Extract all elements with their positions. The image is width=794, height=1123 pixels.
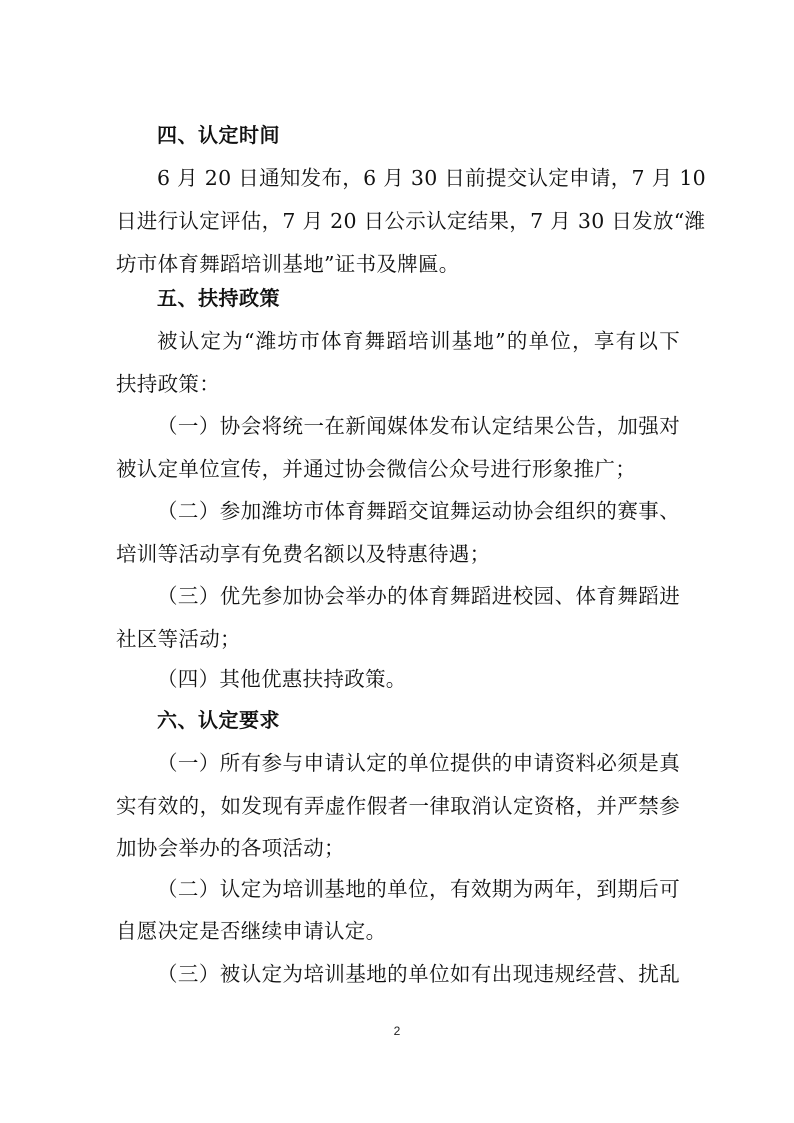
list-item-line: 社区等活动； — [116, 627, 241, 651]
paragraph-line: 6 月 20 日通知发布，6 月 30 日前提交认定申请，7 月 10 — [157, 166, 707, 190]
list-item-line: 加协会举办的各项活动； — [116, 836, 345, 860]
list-item-line: 培训等活动享有免费名额以及特惠待遇； — [116, 542, 491, 566]
section-heading-requirements: 六、认定要求 — [157, 708, 280, 732]
list-item-line: （三）优先参加协会举办的体育舞蹈进校园、体育舞蹈进 — [157, 584, 680, 608]
paragraph-line: 坊市体育舞蹈培训基地”证书及牌匾。 — [116, 252, 460, 276]
list-item-line: 实有效的，如发现有弄虚作假者一律取消认定资格，并严禁参 — [116, 794, 680, 818]
section-heading-support-policy: 五、扶持政策 — [157, 286, 280, 310]
section-heading-certification-time: 四、认定时间 — [157, 123, 280, 147]
paragraph-line: 扶持政策： — [116, 372, 220, 396]
page-number: 2 — [393, 1024, 401, 1038]
list-item-line: （四）其他优惠扶持政策。 — [157, 667, 407, 691]
list-item-line: （一）所有参与申请认定的单位提供的申请资料必须是真 — [157, 751, 680, 775]
list-item-line: （二）认定为培训基地的单位，有效期为两年，到期后可 — [157, 877, 680, 901]
list-item-line: （一）协会将统一在新闻媒体发布认定结果公告，加强对 — [157, 414, 680, 438]
list-item-line: （二）参加潍坊市体育舞蹈交谊舞运动协会组织的赛事、 — [157, 499, 680, 523]
list-item-line: （三）被认定为培训基地的单位如有出现违规经营、扰乱 — [157, 962, 680, 986]
paragraph-line: 日进行认定评估，7 月 20 日公示认定结果，7 月 30 日发放“潍 — [116, 209, 706, 233]
paragraph-line: 被认定为“潍坊市体育舞蹈培训基地”的单位，享有以下 — [157, 329, 680, 353]
list-item-line: 自愿决定是否继续申请认定。 — [116, 919, 387, 943]
list-item-line: 被认定单位宣传，并通过协会微信公众号进行形象推广； — [116, 457, 636, 481]
